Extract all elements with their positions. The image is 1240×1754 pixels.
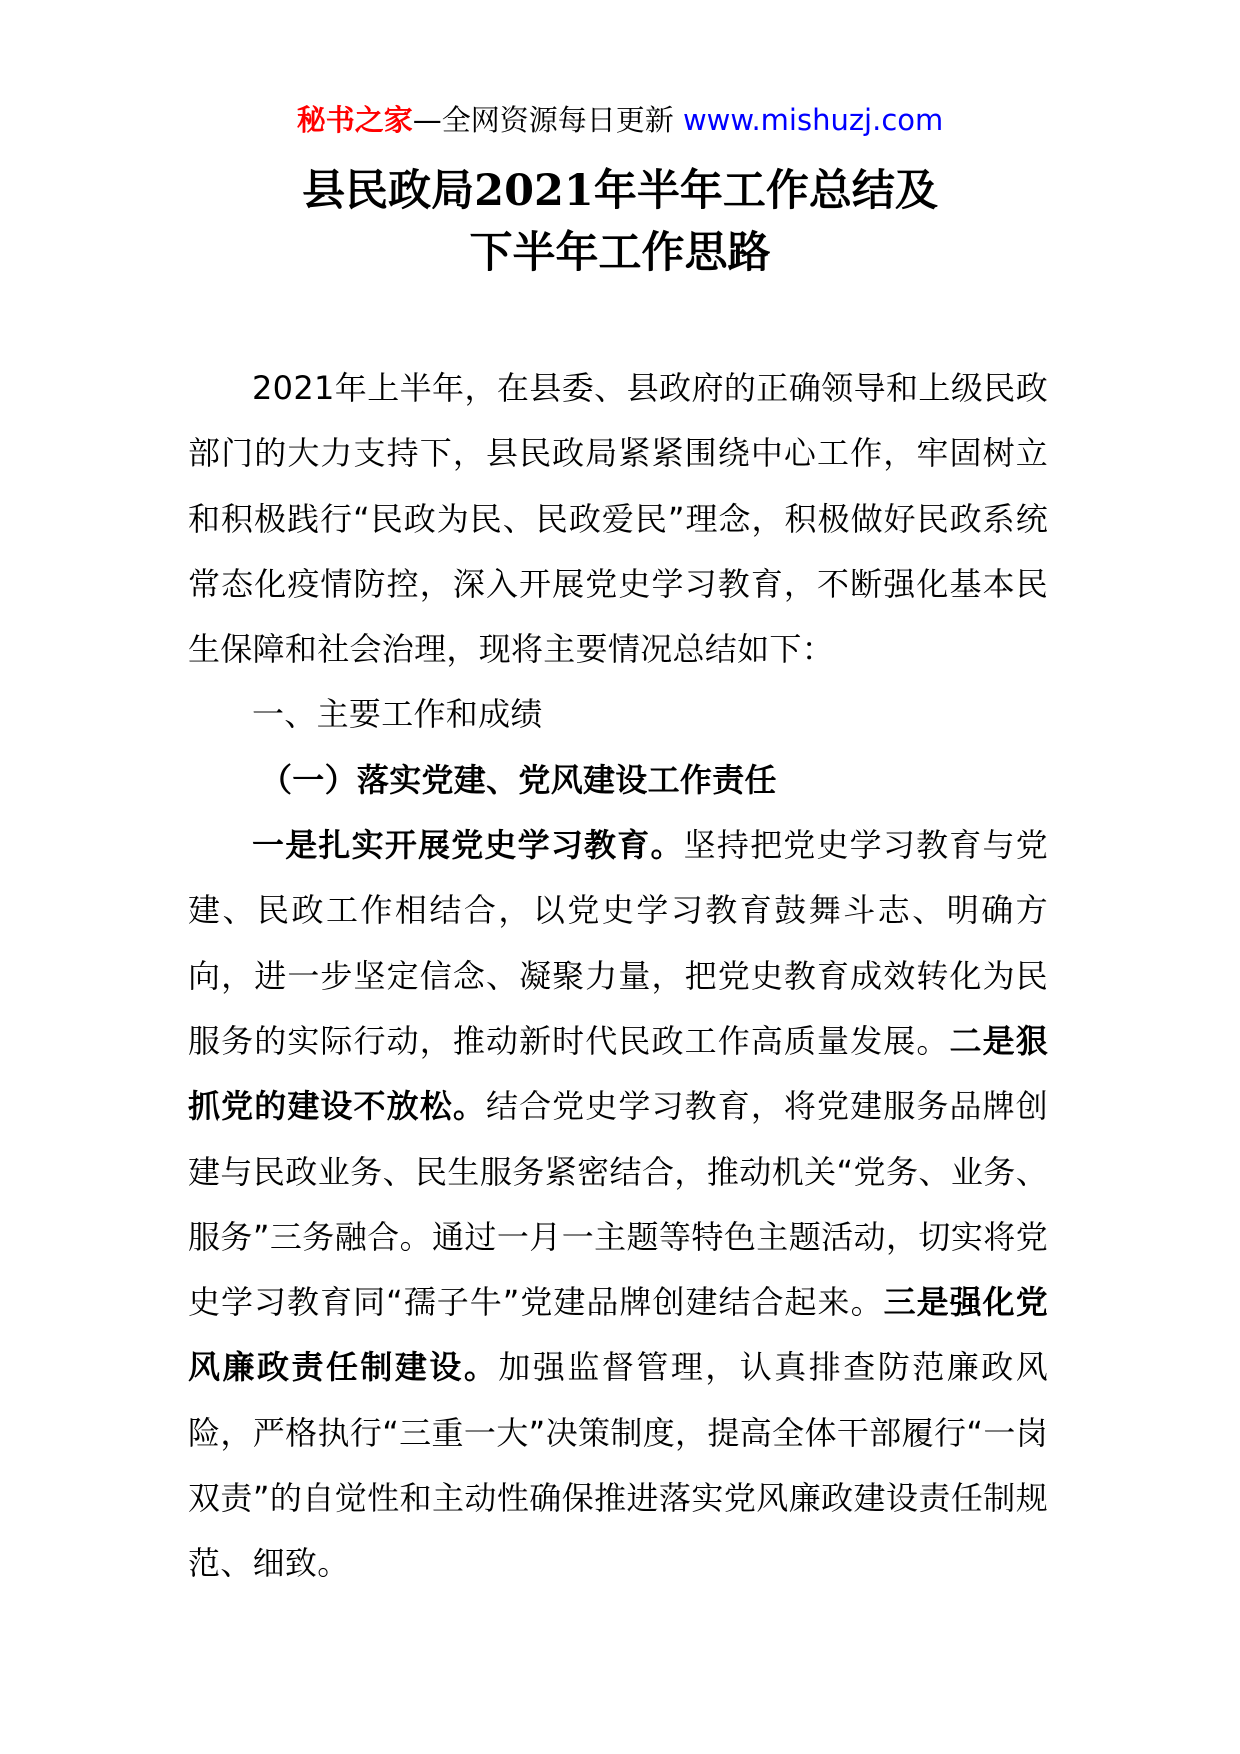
document-body bbox=[188, 356, 1048, 1597]
intro-paragraph: 2021年上半年，在县委、县政府的正确领导和上级民政部门的大力支持下，县民政局紧紧围绕中心工作，牢固树立和积极践行“民政为民、民政爱民”理念，积极做好民政系统常态化疫情防控，深入开展党史学习教育，不断强化基本民生保障和社会治理，现将主要情况总结如下： bbox=[188, 369, 1048, 669]
point-1-title: 一是扎实开展党史学习教育。 bbox=[252, 826, 684, 865]
point-2-text: 结合党史学习教育，将党建服务品牌创建与民政业务、民生服务紧密结合，推动机关“党务、业务、服务”三务融合。通过一月一主题等特色主题活动，切实将党史学习教育同“孺子牛”党建品牌创建结合起来。 bbox=[188, 1087, 1048, 1322]
points-paragraph bbox=[188, 813, 1048, 1597]
title-line-2: 下半年工作思路 bbox=[469, 228, 771, 278]
site-url-link[interactable]: www.mishuzj.com bbox=[682, 103, 944, 137]
point-2-title: 二是狠抓党的建设不放松。 bbox=[188, 1021, 1048, 1126]
point-1-text: 坚持把党史学习教育与党建、民政工作相结合，以党史学习教育鼓舞斗志、明确方向，进一步坚定信念、凝聚力量，把党史教育成效转化为民服务的实际行动，推动新时代民政工作高质量发展。 bbox=[188, 826, 1048, 1060]
point-3-text: 加强监督管理，认真排查防范廉政风险，严格执行“三重一大”决策制度，提高全体干部履行“一岗双责”的自觉性和主动性确保推进落实党风廉政建设责任制规范、细致。 bbox=[188, 1348, 1048, 1583]
section-heading: 一、主要工作和成绩 bbox=[252, 695, 543, 734]
site-brand: 秘书之家 bbox=[296, 103, 413, 137]
site-tagline: —全网资源每日更新 bbox=[412, 103, 683, 137]
title-line-1: 县民政局2021年半年工作总结及 bbox=[302, 166, 938, 216]
point-3-title: 三是强化党风廉政责任制建设。 bbox=[188, 1283, 1048, 1387]
document-title bbox=[0, 160, 1240, 284]
subsection-heading: （一）落实党建、党风建设工作责任 bbox=[260, 760, 777, 799]
site-header bbox=[0, 100, 1240, 140]
